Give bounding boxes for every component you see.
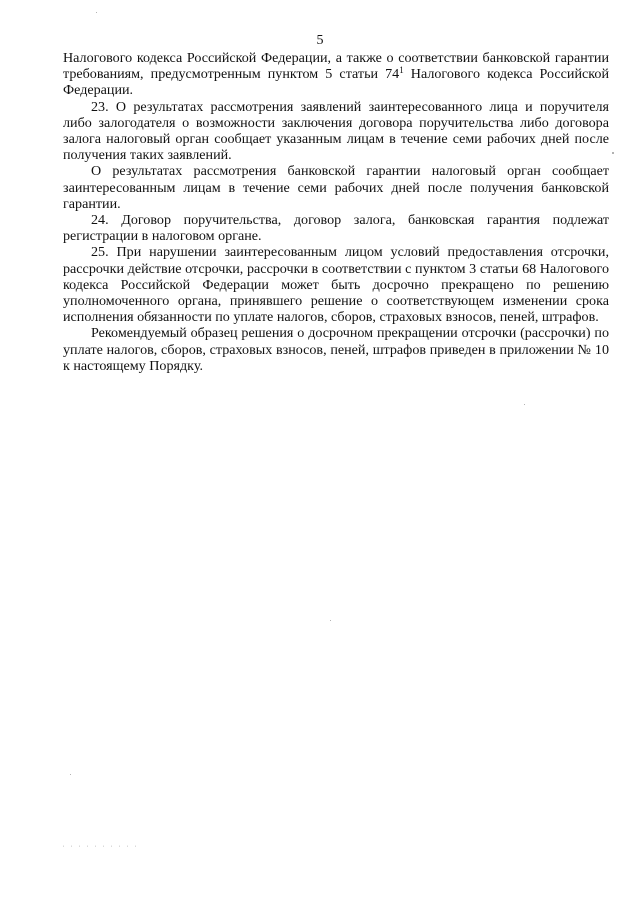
page-number: 5 bbox=[316, 33, 324, 48]
superscript-marker: 1 bbox=[399, 65, 404, 76]
scan-speck bbox=[330, 620, 331, 621]
scan-footer-mark: · · · · · · · · · · bbox=[62, 844, 139, 850]
scan-speck bbox=[612, 152, 614, 154]
paragraph-continuation bbox=[63, 50, 609, 99]
scan-speck bbox=[524, 404, 525, 405]
paragraph-23-bank-guarantee: О результатах рассмотрения банковской гарантии налоговый орган сообщает заинтересованным лицам в течение семи рабочих дней после получения банковской гарантии. bbox=[63, 163, 609, 212]
paragraph-text: Налогового кодекса Российской Федерации, а также о соответствии банковской гарантии требованиям, предусмотренным пунктом 5 статьи 74 bbox=[63, 50, 609, 83]
paragraph-text: Налогового кодекса Российской Федерации. bbox=[63, 66, 609, 99]
paragraph-24: 24. Договор поручительства, договор залога, банковская гарантия подлежат регистрации в налоговом органе. bbox=[63, 212, 609, 245]
paragraph-25: 25. При нарушении заинтересованным лицом условий предоставления отсрочки, рассрочки действие отсрочки, рассрочки в соответствии с пунктом 3 статьи 68 Налогового кодекса Российской Федерации может быть досрочно прекращено по решению уполномоченного органа, принявшего решение о соответствующем изменении срока исполнения обязанности по уплате налогов, сборов, страховых взносов, пеней, штрафов. bbox=[63, 244, 609, 326]
scan-speck bbox=[96, 12, 97, 13]
document-body bbox=[63, 50, 609, 374]
paragraph-23: 23. О результатах рассмотрения заявлений заинтересованного лица и поручителя либо залогодателя о возможности заключения договора поручительства либо договора залога налоговый орган сообщает указанным лицам в течение семи рабочих дней после получения таких заявлений. bbox=[63, 98, 609, 164]
paragraph-25-recommended-form: Рекомендуемый образец решения о досрочном прекращении отсрочки (рассрочки) по уплате налогов, сборов, страховых взносов, пеней, штрафов приведен в приложении № 10 к настоящему Порядку. bbox=[63, 325, 609, 374]
scan-speck bbox=[70, 774, 71, 775]
